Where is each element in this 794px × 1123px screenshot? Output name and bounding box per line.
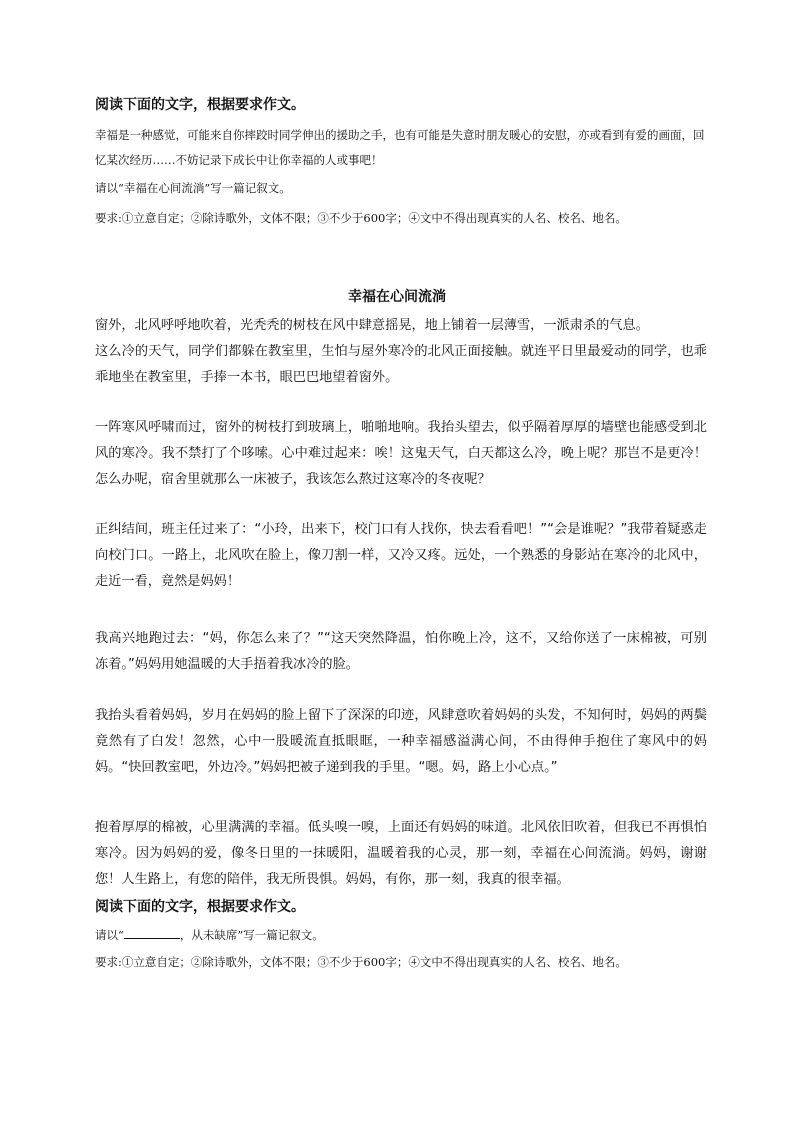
prompt2-instruction-suffix: ，从未缺席”写一篇记叙文。	[179, 928, 324, 942]
essay-paragraph-3: 一阵寒风呼啸而过，窗外的树枝打到玻璃上，啪啪地响。我抬头望去，似乎隔着厚厚的墙壁也能感受到北风的寒冷。我不禁打了个哆嗦。心中难过起来：唉！这鬼天气，白天都这么冷，晚上呢？那岂不是更冷！怎么办呢，宿舍里就那么一床被子，我该怎么熬过这寒冷的冬夜呢？	[95, 420, 707, 487]
essay-paragraph-4: 正纠结间，班主任过来了：“小玲，出来下，校门口有人找你，快去看看吧！”“会是谁呢？”我带着疑惑走向校门口。一路上，北风吹在脸上，像刀割一样，又冷又疼。远处，一个熟悉的身影站在寒冷的北风中，走近一看，竟然是妈妈！	[95, 522, 707, 589]
prompt2-instruction-prefix: 请以“	[95, 928, 124, 942]
prompt2-instruction	[95, 926, 705, 944]
essay-title: 幸福在心间流淌	[348, 289, 446, 305]
fill-in-blank	[124, 926, 180, 939]
prompt1-material: 幸福是一种感觉，可能来自你摔跤时同学伸出的援助之手，也有可能是失意时朋友暖心的安慰，亦或看到有爱的画面，回忆某次经历……不妨记录下成长中让你幸福的人或事吧！	[95, 128, 705, 167]
essay-paragraph-2: 这么冷的天气，同学们都躲在教室里，生怕与屋外寒冷的北风正面接触。就连平日里最爱动的同学，也乖乖地坐在教室里，手捧一本书，眼巴巴地望着窗外。	[95, 344, 707, 385]
prompt2-requirements: 要求:①立意自定；②除诗歌外，文体不限；③不少于600字；④文中不得出现真实的人名、校名、地名。	[95, 955, 627, 969]
essay-paragraph-7: 抱着厚厚的棉被，心里满满的幸福。低头嗅一嗅，上面还有妈妈的味道。北风依旧吹着，但我已不再惧怕寒冷。因为妈妈的爱，像冬日里的一抹暖阳，温暖着我的心灵，那一刻，幸福在心间流淌。妈妈，谢谢您！人生路上，有您的陪伴，我无所畏惧。妈妈，有你，那一刻，我真的很幸福。	[95, 820, 707, 887]
essay-paragraph-6: 我抬头看着妈妈，岁月在妈妈的脸上留下了深深的印迹，风肆意吹着妈妈的头发，不知何时，妈妈的两鬓竟然有了白发！忽然，心中一股暖流直抵眼眶，一种幸福感溢满心间，不由得伸手抱住了寒风中的妈妈。“快回教室吧，外边冷。”妈妈把被子递到我的手里。“嗯。妈，路上小心点。”	[95, 708, 707, 775]
essay-paragraph-1: 窗外，北风呼呼地吹着，光秃秃的树枝在风中肆意摇晃，地上铺着一层薄雪，一派肃杀的气息。	[95, 318, 649, 333]
essay-paragraph-5: 我高兴地跑过去：“妈，你怎么来了？”“这天突然降温，怕你晚上冷，这不，又给你送了一床棉被，可别冻着。”妈妈用她温暖的大手捂着我冰冷的脸。	[95, 631, 707, 672]
prompt1-heading: 阅读下面的文字，根据要求作文。	[95, 97, 305, 113]
prompt2-heading: 阅读下面的文字，根据要求作文。	[95, 899, 305, 915]
prompt1-requirements: 要求:①立意自定；②除诗歌外，文体不限；③不少于600字；④文中不得出现真实的人名、校名、地名。	[95, 211, 627, 225]
prompt1-instruction: 请以“幸福在心间流淌”写一篇记叙文。	[95, 181, 291, 195]
